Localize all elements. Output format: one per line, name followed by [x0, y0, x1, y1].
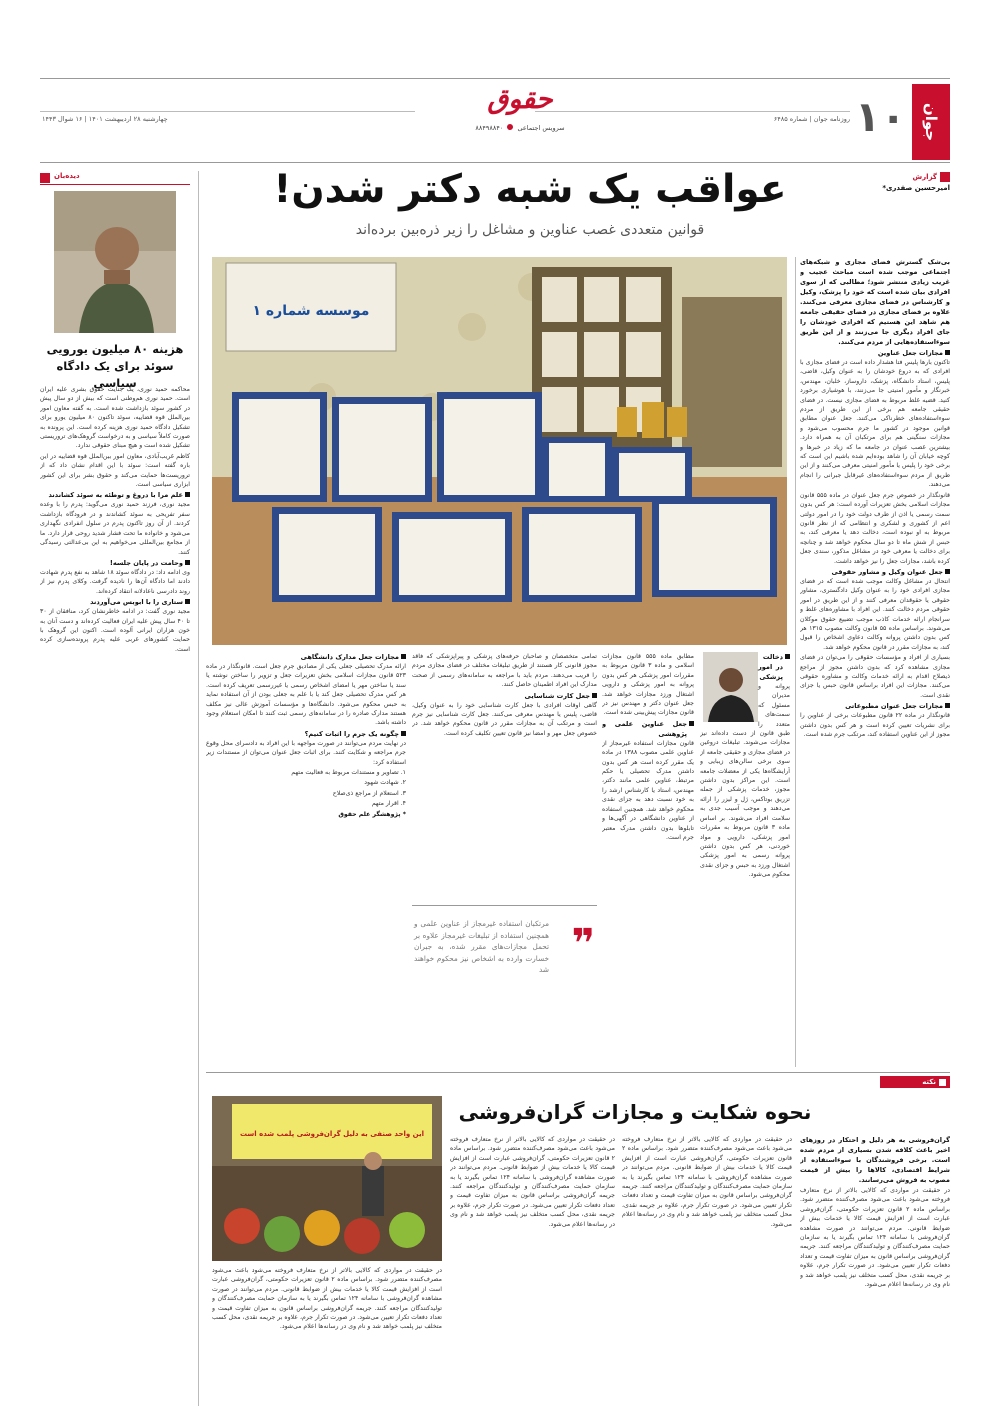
section-phone: ۸۸۴۹۸۸۴۰ — [475, 124, 504, 132]
main-col-3 — [602, 652, 694, 1067]
sidebar-label-bar — [40, 171, 190, 185]
col-divider-1 — [795, 257, 796, 1067]
top-rule — [40, 78, 950, 79]
signature: * پژوهشگر علم حقوق — [338, 810, 406, 818]
sidebar-sub-3: ستاری را با ابوبس می‌آوردند — [40, 597, 190, 607]
p-howto: در نهایت مردم می‌توانند در صورت مواجهه با این افراد به دادسرای محل وقوع جرم مراجعه و شکایت کنند. برای اثبات جعل عنوان می‌توان از مستندات زیر استفاده کرد: — [206, 739, 406, 766]
main-intro: بی‌شک گسترش فضای مجازی و شبکه‌های اجتماعی موجب شده است مباحث عجیب و غریب زیادی منتشر شود؛ مطالبی که از سوی افرادی بیان شده است که خود را پزشک، وکیل و کارشناس در فضای مجازی معرفی می‌کنند. علاوه بر فضای مجازی در فضای حقیقی جامعه هم شاهد این هستیم که افرادی خودشان را جای افراد دیگری جا می‌زنند و از این طریق سوءاستفاده‌هایی از مردم می‌کنند. — [800, 258, 950, 346]
p-academic: قانون مجازات استفاده غیرمجاز از عناوین علمی مصوب ۱۳۸۸ در ماده یک مقرر کرده است هر کس بدون داشتن مدرک تحصیلی یا حکم مرتبط، عناوین علمی مانند دکتر، مهندس، استاد یا کارشناس ارشد را به خود نسبت دهد به جزای نقدی محکوم خواهد شد. همچنین استفاده از عناوین دانشگاهی در آگهی‌ها و تابلوها بدون داشتن مدرک معتبر جرم است. — [602, 739, 694, 841]
phone-icon — [507, 124, 513, 130]
bottom-lead: گران‌فروشی به هر دلیل و احتکار در روزهای اخیر باعث کلافه شدن بسیاری از مردم شده است. برخی فروشندگان با سوءاستفاده از شرایط اقتصادی، کالاها را بیش از قیمت مصوب به فروش می‌رسانند. — [800, 1136, 950, 1184]
howto-item-1: ۱. تصاویر و مستندات مربوط به فعالیت متهم — [291, 769, 406, 777]
brand-logo — [912, 84, 950, 160]
sub-academic: جعل عناوین علمی و پژوهشی — [602, 719, 694, 739]
sidebar-sub-1: علم مرا با دروغ و توطئه به سوئد کشاندند — [40, 490, 190, 500]
market-photo-illustration — [212, 1096, 442, 1261]
p-institutes: بسیاری از افراد و مؤسسات حقوقی را می‌توان در فضای مجازی مشاهده کرد که بدون داشتن مجوز از مراجع ذیصلاح اقدام به ارائه خدمات وکالت و مشاوره حقوقی می‌کنند. مجازات این افراد براساس قانون حبس یا جزای نقدی است. — [800, 654, 950, 699]
p-ethics: پروانه و مدیران مسئول که سمت‌های متعدد را طبق قانون از دست داده‌اند نیز مجازات می‌شوند. تبلیغات دروغین در فضای مجازی و حقیقی جامعه از سوی برخی سالن‌های زیبایی و آرایشگاه‌ها یکی از معضلات جامعه است. این مراکز بدون داشتن مجوز، خدمات پزشکی از جمله تزریق بوتاکس، ژل و لیزر را ارائه می‌دهند و موجب آسیب جدی به سلامت افراد می‌شوند. بر اساس ماده ۳ قانون مربوط به مقررات امور پزشکی، دارویی و مواد خوردنی، هر کس بدون داشتن پروانه رسمی به امور پزشکی اشتغال ورزد به حبس و جزای نقدی محکوم می‌شود. — [700, 683, 790, 879]
masthead-rule-left — [40, 111, 415, 112]
main-photo — [212, 257, 787, 645]
p-medical2: مطابق ماده ۵۵۵ قانون مجازات اسلامی و ماده ۳ قانون مربوط به مقررات امور پزشکی هر کس بدون پروانه به امور پزشکی و دارویی اشتغال ورزد مجازات خواهد شد. جعل عنوان دکتر و مهندس نیز در قانون مجازات پیش‌بینی شده است. — [602, 653, 694, 717]
sub-ethics: دخالت در امور پزشکی — [700, 652, 790, 682]
sidebar-p-2: وی ادامه داد: در دادگاه سوئد ۱۸ شاهد به نفع پدرم شهادت دادند اما دادگاه آن‌ها را نادیده گرفت. وکلای پدرم نیز از روند دادرسی ناعادلانه انتقاد کرده‌اند. — [40, 568, 190, 595]
howto-item-4: ۴. اقرار متهم — [371, 800, 406, 808]
sub-titles: مجازات جعل عناوین — [800, 348, 950, 358]
pull-quote — [412, 905, 597, 1065]
sidebar-p-intro-2: کاظم غریب‌آبادی، معاون امور بین‌الملل قوه قضاییه در این باره گفته است: سوئد با این اقدام نشان داد که از تروریست‌ها حمایت می‌کند و حقوق بشر برای این کشور ابزاری سیاسی است. — [40, 452, 190, 489]
issue-line: روزنامه جوان | شماره ۶۴۸۵ — [773, 115, 850, 123]
sidebar-divider — [198, 171, 199, 1406]
bottom-kicker-label: نکته — [922, 1078, 936, 1086]
section-logo-text: حقوق — [487, 84, 553, 115]
kicker-flag-icon — [940, 172, 950, 182]
sidebar-headline: هزینه ۸۰ میلیون یورویی سوئد برای یک دادگاه سیاسی — [46, 342, 184, 390]
main-col-right — [800, 257, 950, 1067]
bottom-col-lead — [800, 1135, 950, 1405]
bottom-section-rule — [206, 1072, 950, 1073]
bottom-kicker — [880, 1076, 950, 1088]
masthead — [40, 78, 950, 168]
p-conclusion: گاهی اوقات افرادی با جعل کارت شناسایی خود را به عنوان وکیل، قاضی، پلیس یا مهندس معرفی می‌کنند. جعل کارت شناسایی نیز جرم است و مرتکب آن به مجازات مقرر در قانون محکوم خواهد شد. در خصوص جعل مهر و امضا نیز قانون تعیین تکلیف کرده است. — [412, 701, 597, 737]
bottom-body-1: در حقیقت در مواردی که کالایی بالاتر از نرخ متعارف فروخته می‌شود باعث می‌شود مصرف‌کننده متضرر شود. براساس ماده ۲ قانون تعزیرات حکومتی، گران‌فروشی عبارت است از افزایش قیمت کالا یا خدمات بیش از ضوابط قانونی. مردم می‌توانند در صورت مشاهده گران‌فروشی با سامانه ۱۲۴ تماس بگیرند یا به سازمان حمایت مصرف‌کنندگان و تولیدکنندگان مراجعه کنند. جریمه گران‌فروشی براساس قانون به میزان تفاوت قیمت و تعداد دفعات تکرار تعیین می‌شود. در صورت تکرار جرم، علاوه بر جریمه نقدی، محل کسب متخلف نیز پلمب خواهد شد و نام وی در رسانه‌ها اعلام می‌شود. — [800, 1187, 950, 1289]
sidebar-flag-icon — [40, 173, 50, 183]
sub-conclusion: جعل کارت شناسایی — [412, 691, 597, 701]
main-photo-illustration — [212, 257, 787, 645]
sidebar-p-1: مجید نوری، فرزند حمید نوری می‌گوید: پدرم را با وعده سفر تفریحی به سوئد کشاندند و در فرودگاه بازداشت کردند. از آن روز تاکنون پدرم در سلول انفرادی نگهداری می‌شود و خانواده ما تحت فشار شدید روحی قرار دارد. ما از مجامع بین‌المللی می‌خواهیم به این بی‌عدالتی رسیدگی کنند. — [40, 501, 190, 556]
sidebar-p-3: مجید نوری گفت: در ادامه خاطرنشان کرد، منافقان از ۳۰ تا ۴۰ سال پیش علیه ایران فعالیت کرده‌اند و دست آنان به خون هزاران ایرانی آلوده است. اکنون این گروهک با حمایت کشورهای غربی علیه پدرم پرونده‌سازی کرده است. — [40, 608, 190, 653]
howto-item-2: ۲. شهادت شهود — [364, 779, 406, 787]
p-academic2: تمامی متخصصان و صاحبان حرفه‌های پزشکی و پیراپزشکی که فاقد مجوز قانونی کار هستند از طریق تبلیغات مختلف در فضای مجازی مردم را فریب می‌دهند. مردم باید با مراجعه به سامانه‌های رسمی از صحت مدارک این افراد اطمینان حاصل کنند. — [412, 653, 597, 689]
sidebar-p-intro: محاکمه حمید نوری، یک جنایت حقوق بشری علیه ایران است. حمید نوری هم‌وطنی است که بیش از دو سال پیش در کشور سوئد بازداشت شده است. به گفته معاون امور بین‌الملل قوه قضاییه، سوئد تاکنون ۸۰ میلیون یورو برای تشکیل دادگاه حمید نوری هزینه کرده است. این پرونده به صورت کاملاً سیاسی و به درخواست گروهک‌های تروریستی تشکیل شده است و هیچ مبنای حقوقی ندارد. — [40, 386, 190, 450]
photo-sign-text: موسسه شماره ۱ — [252, 303, 370, 319]
bottom-col-2 — [622, 1135, 792, 1405]
p-lawyer: انتحال در مشاغل وکالت موجب شده است که در فضای مجازی افرادی خود را به عنوان وکیل دادگستری، مشاور حقوقی یا حقوقدان معرفی کنند و از این طریق در امور حقوقی مردم دخالت کنند. این افراد با مشاوره‌های غلط و سرانجام ارائه خدمات کاذب موجب تضییع حقوق موکلان می‌شوند. براساس ماده ۵۵ قانون وکالت مصوب ۱۳۱۵ هر کس بدون داشتن پروانه وکالت دعاوی اشخاص را قبول کند، به مجازات مقرر در قانون محکوم خواهد شد. — [800, 577, 950, 651]
howto-item-3: ۳. استعلام از مراجع ذی‌صلاح — [332, 789, 406, 797]
main-col-4 — [700, 652, 790, 1067]
section-sub: سرویس اجتماعی — [517, 124, 565, 132]
main-headline: عواقب یک شبه دکتر شدن! — [273, 167, 787, 212]
main-col-2 — [412, 652, 597, 902]
sub-howto: چگونه یک جرم را اثبات کنیم؟ — [206, 729, 406, 739]
pull-quote-text: مرتکبان استفاده غیرمجاز از عناوین علمی و همچنین استفاده از تبلیغات غیرمجاز علاوه بر تحمل مجازات‌های مقرر شده، به جبران خسارت وارده به اشخاص نیز محکوم خواهند شد — [414, 919, 549, 974]
bottom-photo — [212, 1096, 442, 1261]
kicker-bar — [860, 172, 950, 182]
page-number: ۱۰ — [854, 92, 906, 141]
p-titles: تاکنون بارها پلیس فتا هشدار داده است در فضای مجازی با افرادی که به دروغ خودشان را به عنوان وکیل، قاضی، پلیس، استاد دانشگاه، پزشک، داروساز، خلبان، مهندس، خبرنگار و مأمور امنیتی جا می‌زنند، با هوشیاری برخورد کنید. قضیه غلط مربوط به فضای مجازی نیست. در فضای حقیقی جامعه هم برخی از این طریق از مردم سوءاستفاده‌های خطرناکی می‌کنند. جعل عنوان مطابق قوانین موجود در کشور ما جرم محسوب می‌شود و مجازات سنگینی هم برای مرتکبان آن به همراه دارد. بیشترین غصب عنوان در جامعه ما که زیاد در خبرها و کوچه خیابان آن را شاهد بوده‌ایم شده باشیم این است که برخی خود را پلیس یا مأمور امنیتی معرفی می‌کنند و از این طریق از مردم سوءاستفاده‌های غیرقابل جبرانی را انجام می‌دهند. — [800, 359, 950, 489]
kicker-label: گزارش — [912, 173, 937, 181]
sidebar — [40, 171, 190, 1411]
main-kicker — [860, 172, 950, 192]
author-name: امیرحسین صفدری* — [882, 184, 950, 192]
section-sub-line — [460, 124, 580, 132]
p-publications: قانونگذار در ماده ۲۲ قانون مطبوعات برخی از عناوین را برای نشریات تعیین کرده است و هر کس بدون داشتن مجوز از این عناوین استفاده کند، مرتکب جرم شده است. — [800, 712, 950, 739]
sidebar-label: دیده‌بان — [54, 172, 80, 180]
masthead-rule-right — [535, 111, 850, 112]
main-subheadline: قوانین متعددی غصب عناوین و مشاغل را زیر ذره‌بین برده‌اند — [355, 222, 705, 238]
main-col-1 — [206, 652, 406, 1067]
sidebar-portrait — [54, 191, 176, 333]
quote-mark-icon: ❞ — [571, 921, 595, 967]
date-line: چهارشنبه ۲۸ اردیبهشت ۱۴۰۱ | ۱۶ شوال ۱۴۴۳ — [42, 115, 168, 123]
bottom-photo-banner: این واحد صنفی به دلیل گران‌فروشی پلمب شده است — [240, 1130, 424, 1138]
sub-lawyer: جعل عنوان وکیل و مشاور حقوقی — [800, 567, 950, 577]
portrait-illustration — [54, 191, 176, 333]
sidebar-sub-2: وحامت در پایان جلسه! — [40, 558, 190, 568]
bottom-kicker-flag-icon — [939, 1079, 946, 1086]
brand-logo-text: جوان — [922, 102, 940, 142]
bottom-body-3: در حقیقت در مواردی که کالایی بالاتر از نرخ متعارف فروخته می‌شود باعث می‌شود مصرف‌کننده متضرر شود. براساس ماده ۲ قانون تعزیرات حکومتی، گران‌فروشی عبارت است از افزایش قیمت کالا یا خدمات بیش از ضوابط قانونی. مردم می‌توانند در صورت مشاهده گران‌فروشی با سامانه ۱۲۴ تماس بگیرند یا به سازمان حمایت مصرف‌کنندگان و تولیدکنندگان مراجعه کنند. جریمه گران‌فروشی براساس قانون به میزان تفاوت قیمت و تعداد دفعات تکرار تعیین می‌شود. در صورت تکرار جرم، علاوه بر جریمه نقدی، محل کسب متخلف نیز پلمب خواهد شد و نام وی در رسانه‌ها اعلام می‌شود. — [450, 1136, 615, 1228]
bottom-headline: نحوه شکایت و مجازات گران‌فروشی — [458, 1100, 812, 1124]
sub-docs: مجازات جعل مدارک دانشگاهی — [206, 652, 406, 662]
bottom-body-4: در حقیقت در مواردی که کالایی بالاتر از نرخ متعارف فروخته می‌شود باعث می‌شود مصرف‌کننده متضرر شود. براساس ماده ۲ قانون تعزیرات حکومتی، گران‌فروشی عبارت است از افزایش قیمت کالا یا خدمات بیش از ضوابط قانونی. مردم می‌توانند در صورت مشاهده گران‌فروشی با سامانه ۱۲۴ تماس بگیرند یا به سازمان حمایت مصرف‌کنندگان و تولیدکنندگان مراجعه کنند. جریمه گران‌فروشی براساس قانون به میزان تفاوت قیمت و تعداد دفعات تکرار تعیین می‌شود. در صورت تکرار جرم، علاوه بر جریمه نقدی، محل کسب متخلف نیز پلمب خواهد شد و نام وی در رسانه‌ها اعلام می‌شود. — [212, 1267, 442, 1331]
p-law555: قانونگذار در خصوص جرم جعل عنوان در ماده ۵۵۵ قانون مجازات اسلامی بخش تعزیرات آورده است: هر کس بدون سمت رسمی یا اذن از طرف دولت خود را در امور دولتی اعم از کشوری و لشکری و انتظامی که از نظر قانون مربوط به او نبوده است، دخالت دهد یا معرفی کند، به حبس از شش ماه تا دو سال محکوم خواهد شد و چنانچه برای دخالت یا معرفی خود در مشاغل مذکور، سندی جعل کرده باشد، مجازات جعل را نیز خواهد داشت. — [800, 491, 950, 565]
bottom-col-4 — [212, 1266, 442, 1406]
bottom-body-2: در حقیقت در مواردی که کالایی بالاتر از نرخ متعارف فروخته می‌شود باعث می‌شود مصرف‌کننده متضرر شود. براساس ماده ۲ قانون تعزیرات حکومتی، گران‌فروشی عبارت است از افزایش قیمت کالا یا خدمات بیش از ضوابط قانونی. مردم می‌توانند در صورت مشاهده گران‌فروشی با سامانه ۱۲۴ تماس بگیرند یا به سازمان حمایت مصرف‌کنندگان و تولیدکنندگان مراجعه کنند. جریمه گران‌فروشی براساس قانون به میزان تفاوت قیمت و تعداد دفعات تکرار تعیین می‌شود. در صورت تکرار جرم، علاوه بر جریمه نقدی، محل کسب متخلف نیز پلمب خواهد شد و نام وی در رسانه‌ها اعلام می‌شود. — [622, 1136, 792, 1228]
sub-publications: مجازات جعل عنوان مطبوعاتی — [800, 701, 950, 711]
section-logo — [460, 84, 580, 124]
bottom-col-3 — [450, 1135, 615, 1405]
p-docs: ارائه مدرک تحصیلی جعلی یکی از مصادیق جرم جعل است. قانونگذار در ماده ۵۲۳ قانون مجازات اسلامی بخش تعزیرات جعل و تزویر را ساختن نوشته یا سند یا ساختن مهر یا امضای اشخاص رسمی یا غیررسمی تعریف کرده است. هر کس مدرک تحصیلی جعل کند یا با علم به جعلی بودن از آن استفاده نماید به حبس محکوم می‌شود. دانشگاه‌ها و مؤسسات آموزش عالی نیز مکلف هستند مدارک صادره را در سامانه‌های رسمی ثبت کنند تا امکان استعلام وجود داشته باشد. — [206, 663, 406, 727]
sidebar-body — [40, 385, 190, 1405]
